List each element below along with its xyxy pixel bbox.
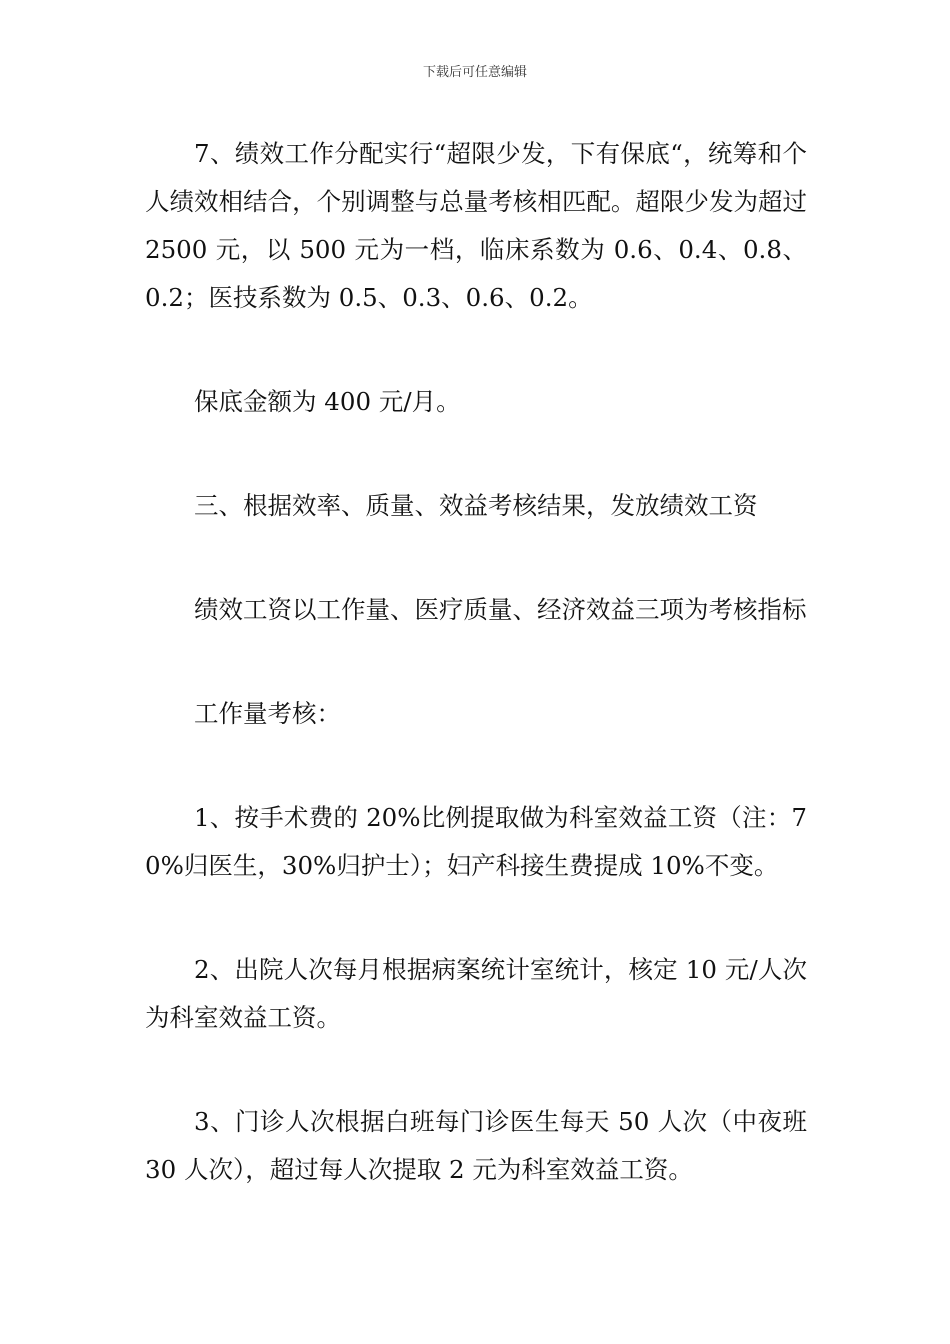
section-heading-three: 三、根据效率、质量、效益考核结果，发放绩效工资: [194, 491, 758, 520]
paragraph-workload-assessment: 工作量考核：: [194, 699, 341, 728]
list-item-outpatient: 3、门诊人次根据白班每门诊医生每天 50 人次（中夜班 30 人次），超过每人次提取 2 元为科室效益工资。: [145, 1107, 807, 1184]
paragraph-assessment-indicators: 绩效工资以工作量、医疗质量、经济效益三项为考核指标: [194, 595, 807, 624]
paragraph-performance-distribution: 7、绩效工作分配实行“超限少发，下有保底“，统筹和个人绩效相结合，个别调整与总量考核相匹配。超限少发为超过 2500 元，以 500 元为一档，临床系数为 0.6、0.4、0.8、0.2；医技系数为 0.5、0.3、0.6、0.2。: [145, 139, 807, 312]
page-header: 下载后可任意编辑: [422, 65, 527, 80]
list-item-surgery-fee: 1、按手术费的 20%比例提取做为科室效益工资（注：70%归医生，30%归护士）；妇产科接生费提成 10%不变。: [145, 803, 807, 880]
paragraph-minimum-amount: 保底金额为 400 元/月。: [194, 387, 461, 416]
list-item-discharge: 2、出院人次每月根据病案统计室统计，核定 10 元/人次为科室效益工资。: [145, 955, 807, 1032]
document-body: [145, 130, 807, 1194]
